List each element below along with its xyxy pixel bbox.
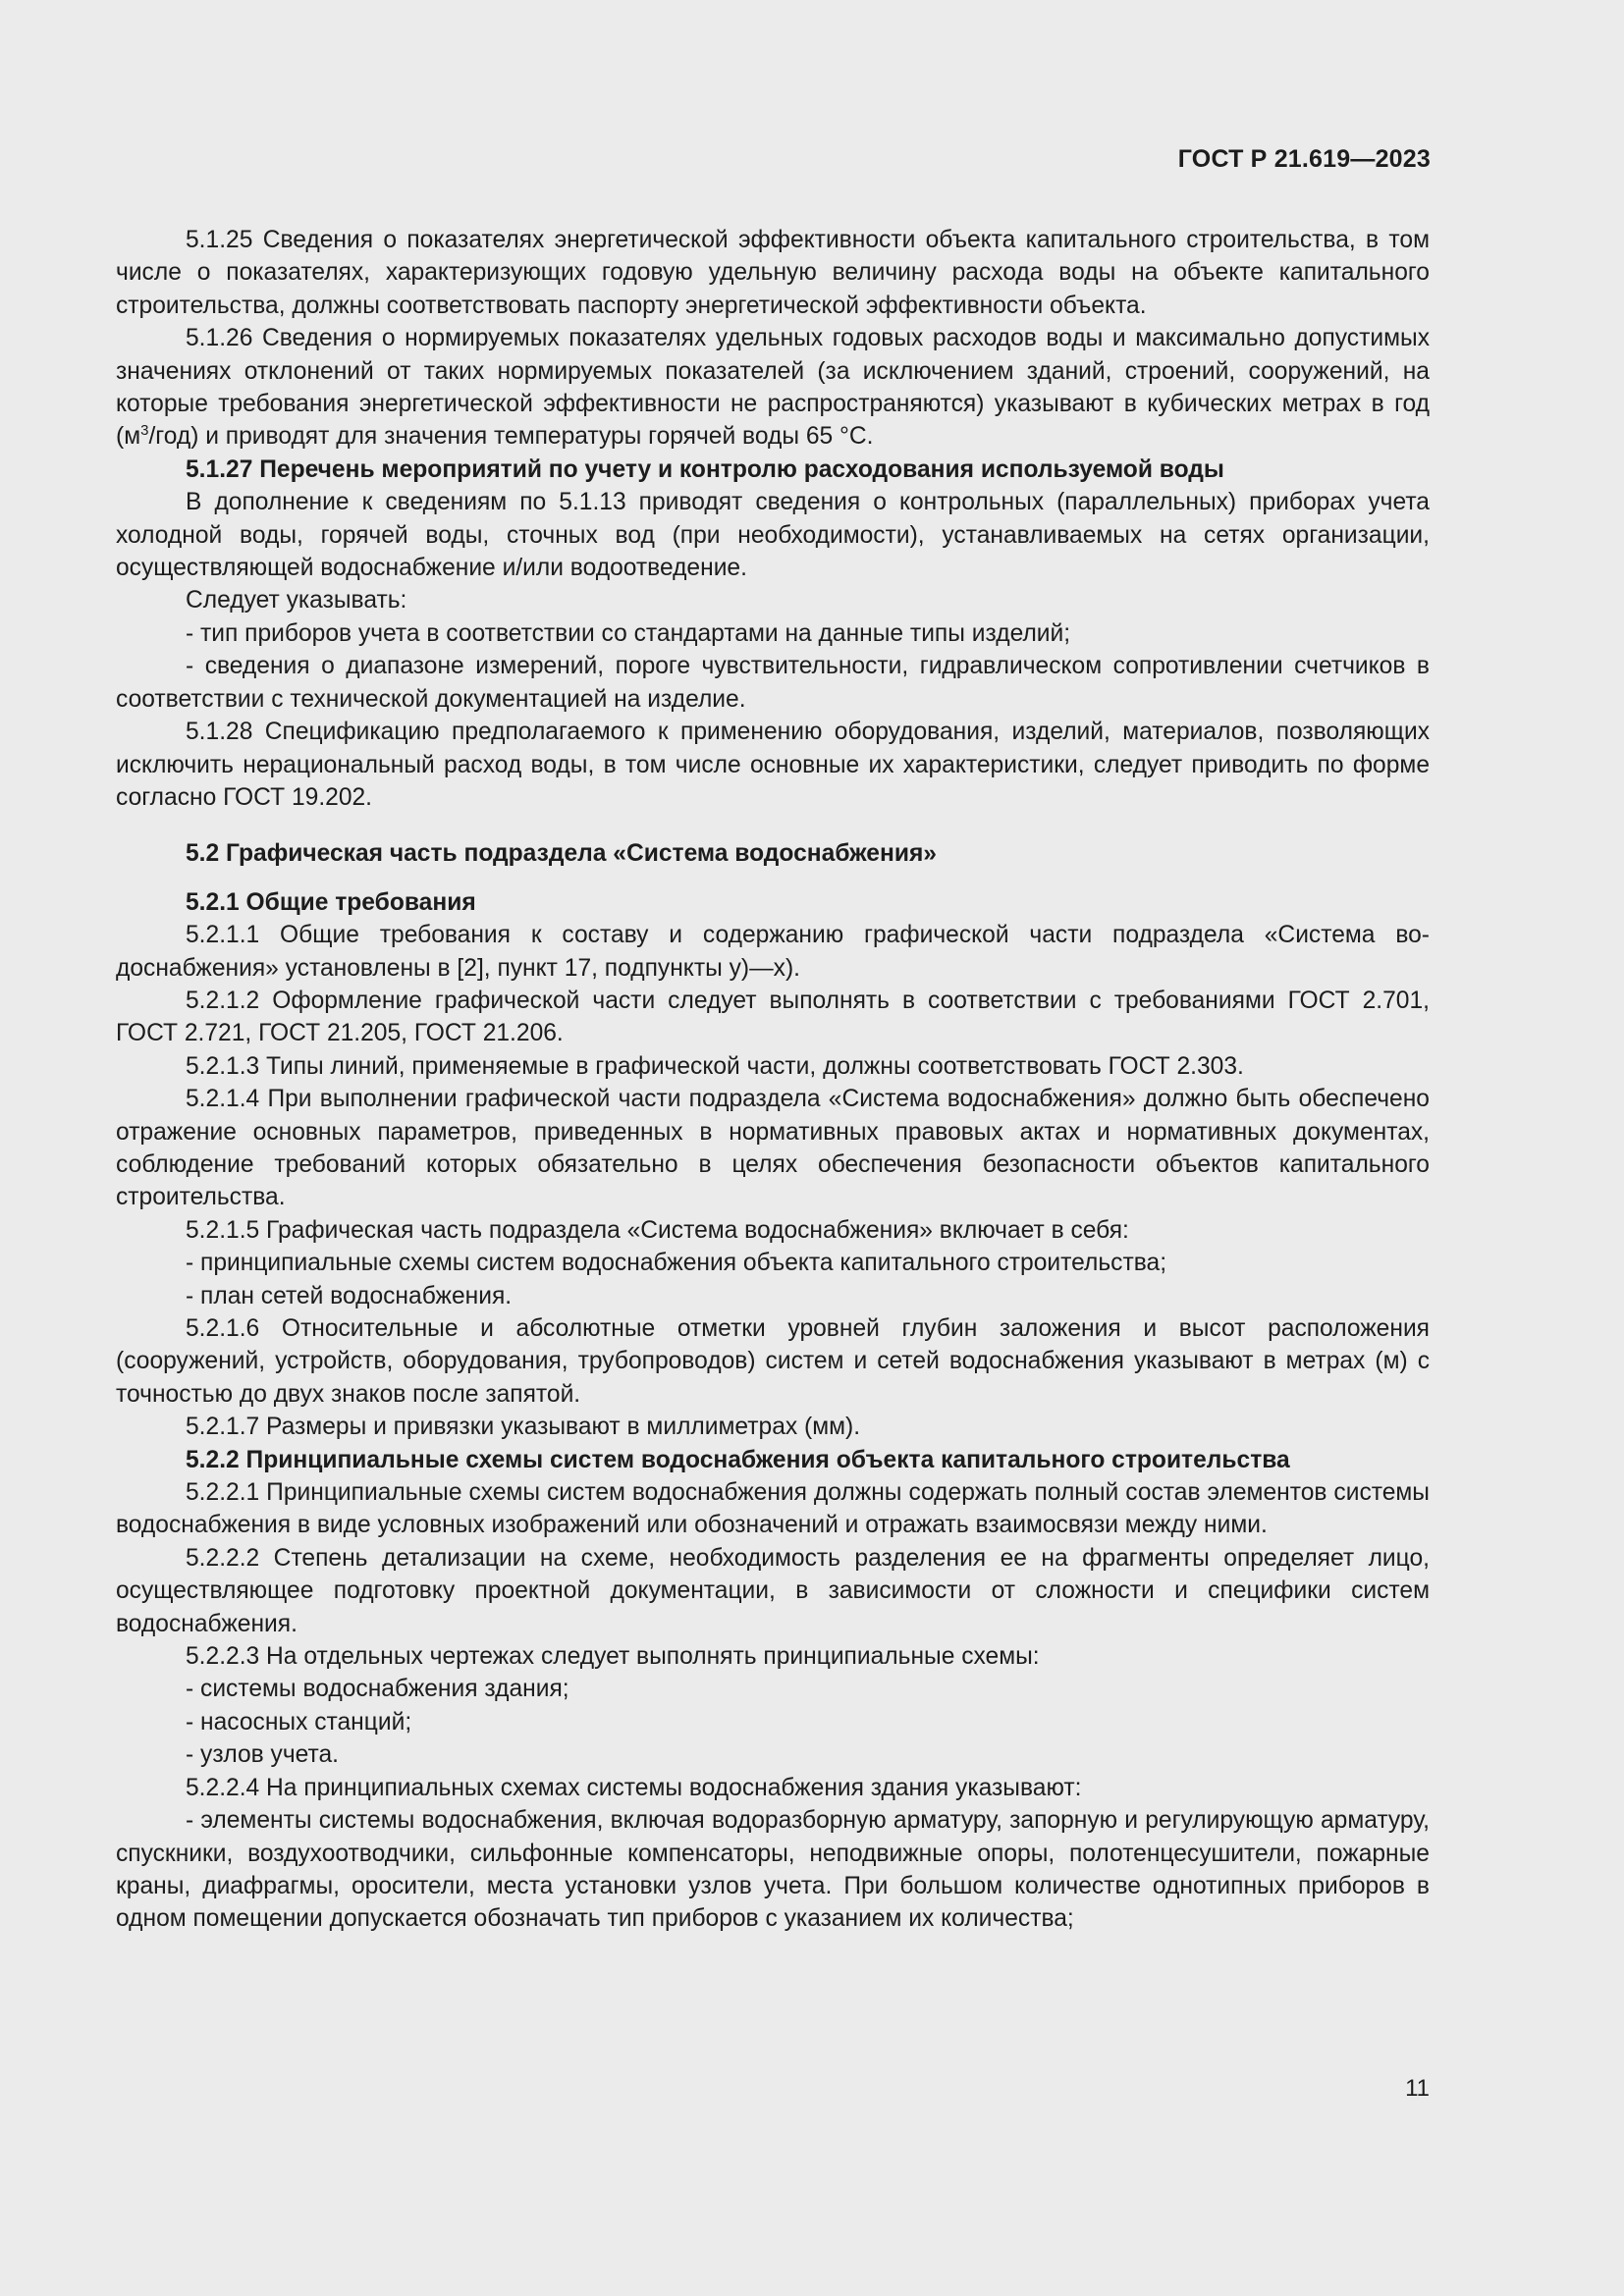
- paragraph-5-1-26-text: 5.1.26 Сведения о нормируемых показателях удельных годовых расходов воды и максимально допустимых значениях отклонений от таких нормируемых показателей (за исключением зданий, строений, сооружений, на которые требования энергетической эффективности не распространяются) указывают в кубических метрах в год (м: [116, 325, 1430, 451]
- paragraph-5-2-1-3: 5.2.1.3 Типы линий, применяемые в графической части, должны соответствовать ГОСТ 2.303.: [186, 1052, 1244, 1080]
- list-item-devices-range: - сведения о диапазоне измерений, пороге чувствительности, гидравлическом сопротивлении счетчиков в соответствии с технической документацией на изделие.: [116, 653, 1430, 713]
- paragraph-5-2-2-3: 5.2.2.3 На отдельных чертежах следует выполнять принципиальные схемы:: [186, 1643, 1040, 1671]
- paragraph-5-2-1-6: 5.2.1.6 Относительные и абсолютные отметки уровней глубин заложения и высот расположения (сооружений, устройств, оборудования, трубопроводов) систем и сетей водоснабжения указывают в метрах (м) с точностью до двух знаков после запятой.: [116, 1315, 1430, 1408]
- superscript-3: 3: [140, 422, 149, 440]
- list-item-devices-type: - тип приборов учета в соответствии со стандартами на данные типы изделий;: [186, 619, 1071, 647]
- paragraph-5-1-26-tail: /год) и приводят для значения температуры горячей воды 65 °С.: [148, 423, 874, 451]
- page-body: [116, 224, 1430, 1936]
- list-item-plan: - план сетей водоснабжения.: [186, 1282, 513, 1309]
- heading-5-2-1: 5.2.1 Общие требования: [186, 888, 476, 916]
- paragraph-5-1-25: 5.1.25 Сведения о показателях энергетической эффективности объекта капитального строительства, в том числе о показателях, характеризующих годовую удельную величину расхода воды на объекте капитального строительства, должны соответствовать паспорту энергетической эффективности объекта.: [116, 227, 1430, 319]
- list-item-pumps: - насосных станций;: [186, 1708, 412, 1735]
- paragraph-5-2-1-4: 5.2.1.4 При выполнении графической части подраздела «Система водоснабжения» должно быть обеспечено отражение основных параметров, приведенных в нормативных правовых актах и нормативных документах, соблюдение требований которых обязательно в целях обеспечения безопасности объектов капитального строительства.: [116, 1086, 1430, 1211]
- list-item-schemes: - принципиальные схемы систем водоснабжения объекта капитального строительства;: [186, 1250, 1167, 1277]
- paragraph-5-2-1-7: 5.2.1.7 Размеры и привязки указывают в миллиметрах (мм).: [186, 1414, 861, 1441]
- paragraph-5-1-28: 5.1.28 Спецификацию предполагаемого к применению оборудования, изделий, материалов, позволяющих исключить нерациональный расход воды, в том числе основные их характеристики, следует приводить по форме согласно ГОСТ 19.202.: [116, 719, 1430, 811]
- paragraph-5-1-26: [116, 322, 1430, 454]
- paragraph-5-2-2-2: 5.2.2.2 Степень детализации на схеме, необходимость разделения ее на фрагменты определяет лицо, осуществляющее подготовку проектной документации, в зависимости от сложности и специфики систем водоснабжения.: [116, 1544, 1430, 1637]
- list-item-metering: - узлов учета.: [186, 1741, 339, 1769]
- list-item-building: - системы водоснабжения здания;: [186, 1676, 569, 1703]
- heading-5-2-2: 5.2.2 Принципиальные схемы систем водоснабжения объекта капитального строительства: [186, 1446, 1290, 1473]
- paragraph-5-1-27: В дополнение к сведениям по 5.1.13 приводят сведения о контрольных (параллельных) приборах учета холодной воды, горячей воды, сточных вод (при необходимости), устанавливаемых на сетях организации, осуществляющей водоснабжение и/или водоотведение.: [116, 489, 1430, 582]
- paragraph-5-2-1-2: 5.2.1.2 Оформление графической части следует выполнять в соответствии с требованиями ГОСТ 2.701, ГОСТ 2.721, ГОСТ 21.205, ГОСТ 21.206.: [116, 987, 1430, 1047]
- paragraph-5-2-1-5: 5.2.1.5 Графическая часть подраздела «Система водоснабжения» включает в себя:: [186, 1216, 1129, 1244]
- paragraph-should-specify: Следует указывать:: [186, 587, 407, 614]
- paragraph-5-2-2-1: 5.2.2.1 Принципиальные схемы систем водоснабжения должны содержать полный состав элементов системы водоснабжения в виде условных изображений или обозначений и отражать взаимосвязи между ними.: [116, 1479, 1430, 1539]
- list-item-elements: - элементы системы водоснабжения, включая водоразборную арматуру, запорную и регулирующую арматуру, спускники, воздухоотводчики, сильфонные компенсаторы, неподвижные опоры, полотенцесушители, пожарные краны, диафрагмы, оросители, места установки узлов учета. При большом количестве однотипных приборов в одном помещении допускается обозначать тип приборов с указанием их количества;: [116, 1807, 1430, 1933]
- paragraph-5-2-2-4: 5.2.2.4 На принципиальных схемах системы водоснабжения здания указывают:: [186, 1774, 1082, 1801]
- heading-5-1-27: 5.1.27 Перечень мероприятий по учету и контролю расходования используемой воды: [186, 455, 1224, 483]
- page-number: 11: [1405, 2075, 1430, 2102]
- heading-5-2: 5.2 Графическая часть подраздела «Система водоснабжения»: [186, 840, 937, 868]
- document-code: ГОСТ Р 21.619—2023: [1177, 145, 1431, 173]
- paragraph-5-2-1-1: 5.2.1.1 Общие требования к составу и содержанию графической части подраздела «Система водоснабжения» установлены в [2], пункт 17, подпункты у)—х).: [116, 922, 1430, 982]
